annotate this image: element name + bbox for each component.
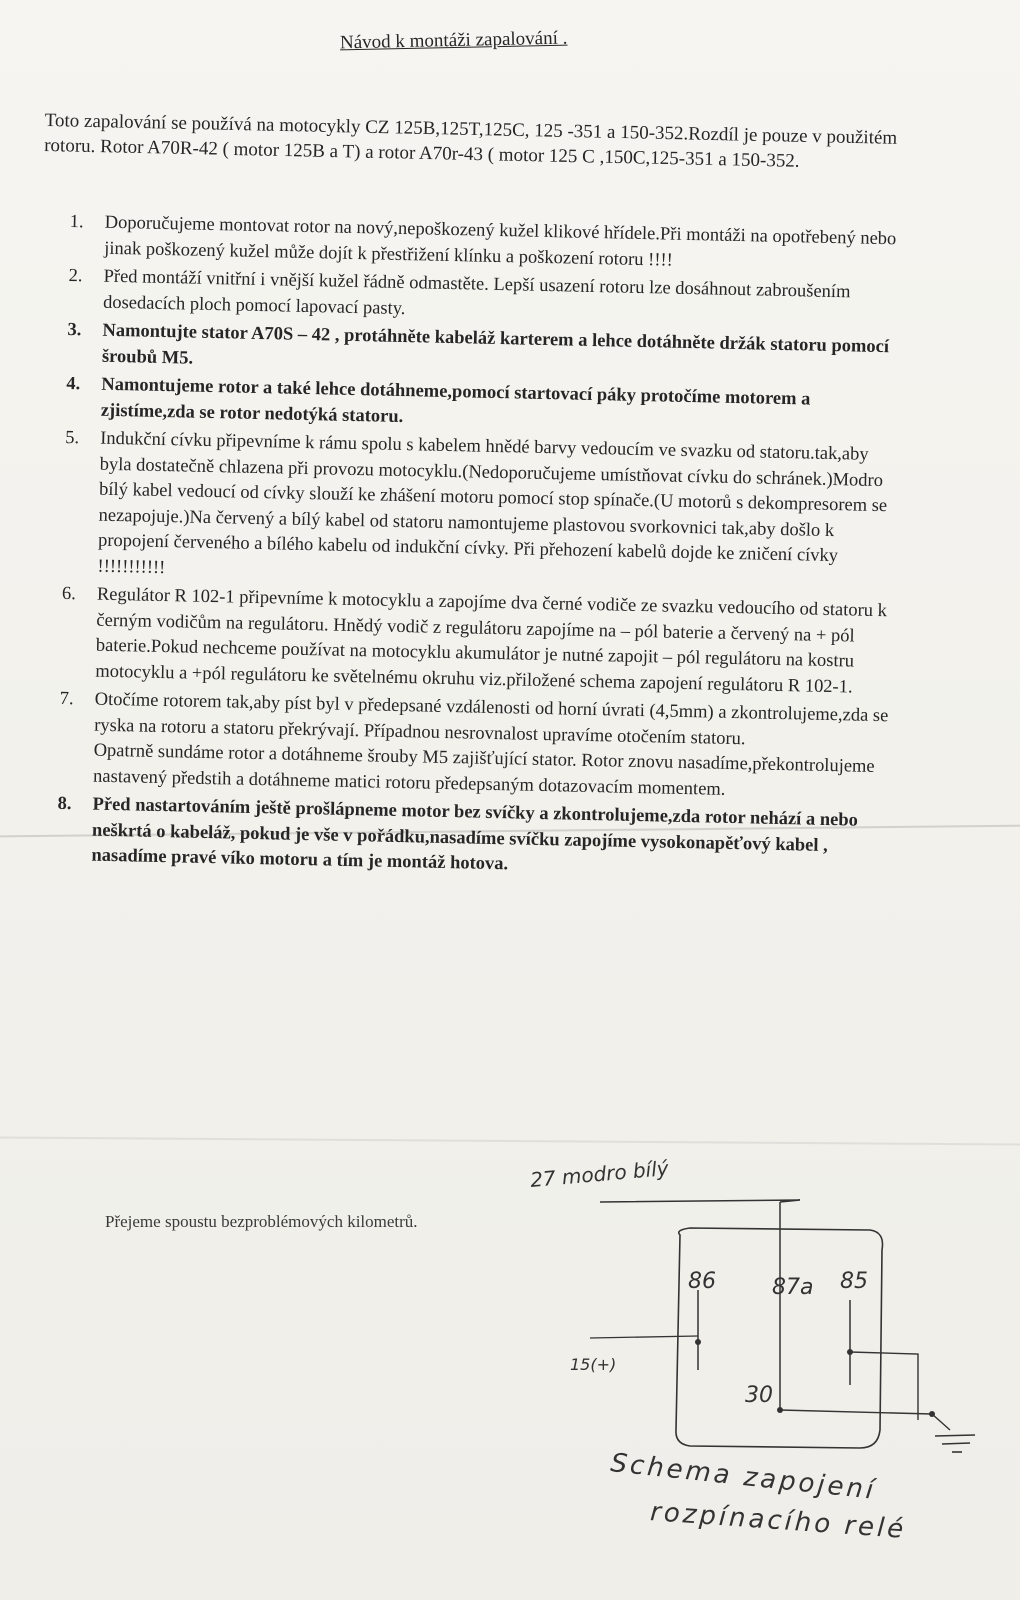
pin-30-label: 30 (745, 1383, 773, 1408)
step-number: 5. (65, 427, 80, 449)
step-text: Doporučujeme montovat rotor na nový,nepoškozený kužel klikové hřídele.Při montáži na opotřebený nebo jinak poškozený kužel může dojít k přestřižení klínku a poškození rotoru !!!! (103, 212, 897, 271)
step-6 (60, 582, 892, 701)
step-text-extra: Opatrně sundáme rotor a dotáhneme šrouby M5 zajišťující stator. Rotor znovu nasadíme,překontrolujeme nastavený předstih a dotáhneme matici rotoru předepsaným dotazovacím momentem. (92, 740, 875, 800)
step-number: 1. (69, 211, 84, 233)
step-7 (58, 687, 890, 806)
diagram-caption-line1: Schema zapojení (609, 1448, 878, 1506)
step-text: Regulátor R 102-1 připevníme k motocyklu a zapojíme dva černé vodiče ze svazku vedoucího od statoru k černým vodičům na regulátoru. Hnědý vodič z regulátoru zapojíme na – pól baterie a červený na + pól baterie.Pokud nechceme používat na motocyklu akumulátor je nutné zapojit – pól regulátoru na kostru motocyklu a +pól regulátoru ke světelnému okruhu viz.přiložené schema zapojení regulátoru R 102-1. (95, 584, 888, 697)
step-number: 2. (68, 265, 83, 287)
ground-symbol-bar (942, 1443, 970, 1444)
relay-box (676, 1228, 883, 1448)
pin-86-label: 86 (688, 1269, 716, 1294)
wire-85-ground (850, 1352, 918, 1420)
ground-symbol (935, 1435, 975, 1436)
pin-87a-label: 87a (772, 1275, 814, 1300)
step-number: 8. (57, 793, 72, 815)
supply-label: 15(+) (570, 1355, 617, 1374)
step-number: 6. (61, 583, 77, 605)
instruction-list (56, 210, 900, 889)
step-number: 3. (67, 319, 82, 341)
step-text: Namontujte stator A70S – 42 , protáhněte kabeláž karterem a lehce dotáhněte držák statoru pomocí šroubů M5. (101, 320, 890, 369)
wire-to-ground (932, 1414, 950, 1430)
relay-wiring-diagram (540, 1130, 1010, 1480)
step-5 (62, 426, 895, 596)
pin-86-dot (695, 1339, 701, 1345)
intro-paragraph: Toto zapalování se používá na motocykly CZ 125B,125T,125C, 125 -351 a 150-352.Rozdíl je pouze v použitém rotoru. Rotor A70R-42 ( motor 125B a T) a rotor A70r-43 ( motor 125 C ,150C,125-351 a 150-352. (43, 109, 898, 172)
wire-modro-bily (600, 1200, 800, 1202)
closing-wishes: Přejeme spoustu bezproblémových kilometrů. (105, 1212, 418, 1231)
wire-15-plus (590, 1336, 698, 1338)
step-text: Indukční cívku připevníme k rámu spolu s kabelem hnědé barvy vedoucím ve svazku od statoru.tak,aby byla dostatečně chlazena při provozu motocyklu.(Nedoporučujeme umístňovat cívku do schránek.)Modro bílý kabel vedoucí od cívky slouží ke zhášení motoru pomocí stop spínače.(U motorů s dekompresorem se nezapojuje.)Na červený a bílý kabel od statoru namontujeme plastovou svorkovnici tak,aby došlo k propojení červeného a bílého kabelu od indukční cívky. Při přehození kabelů dojde ke zničení cívky !!!!!!!!!!! (97, 428, 888, 578)
wire-label: 27 modro bílý (529, 1156, 670, 1192)
step-text: Otočíme rotorem tak,aby píst byl v předepsané vzdálenosti od horní úvrati (4,5mm) a zkontrolujeme,zda se ryska na rotoru a statoru překrývají. Případnou nesrovnalost upravíme otočením statoru. (94, 689, 889, 749)
diagram-caption-line2: rozpínacího relé (649, 1497, 908, 1545)
step-text: Před nastartováním ještě prošlápneme motor bez svíčky a zkontrolujeme,zda rotor nehází a nebo neškrtá o kabeláž, pokud je vše v pořádku,nasadíme svíčku zapojíme vysokonapěťový kabel , nasadíme pravé víko motoru a tím je montáž hotova. (91, 794, 859, 875)
document-title: Návod k montáži zapalování . (339, 27, 568, 54)
wire-30-ground (780, 1410, 932, 1414)
pin-85-label: 85 (840, 1269, 868, 1294)
step-text: Namontujeme rotor a také lehce dotáhneme,pomocí startovací páky protočíme motorem a zjistíme,zda se rotor nedotýká statoru. (100, 374, 811, 427)
step-8 (56, 792, 887, 886)
step-number: 4. (66, 373, 81, 395)
step-text: Před montáží vnitřní i vnější kužel řádně odmastěte. Lepší usazení rotoru lze dosáhnout zabroušením dosedacích ploch pomocí lapovací pasty. (102, 266, 851, 319)
step-number: 7. (59, 688, 74, 710)
